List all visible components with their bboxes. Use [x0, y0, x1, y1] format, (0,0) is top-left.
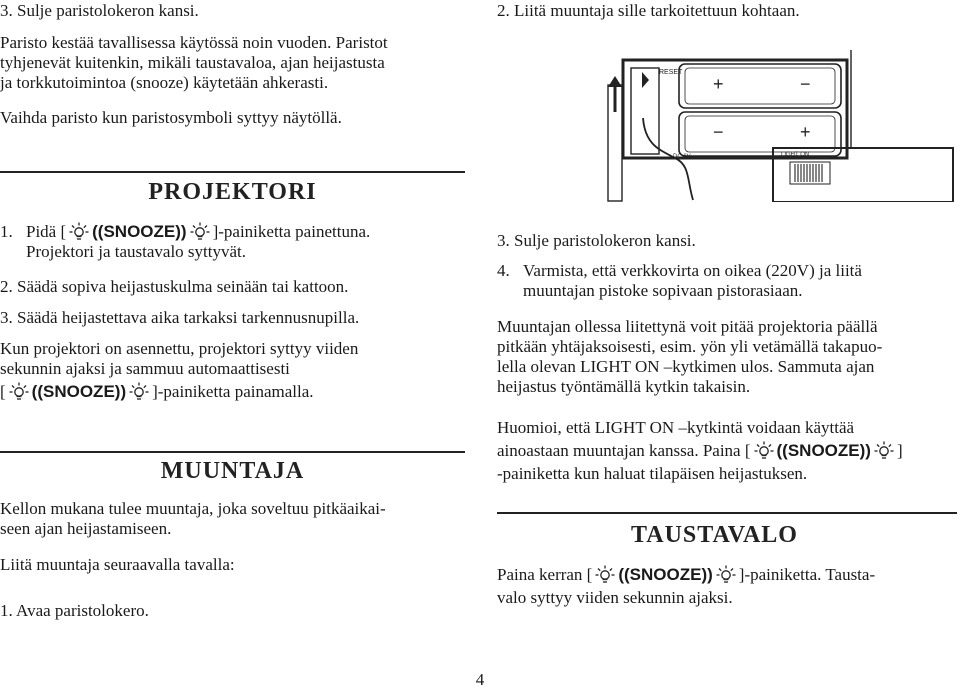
section-divider: [0, 451, 465, 453]
intro-step-3: 3. Sulje paristolokeron kansi.: [0, 1, 199, 20]
light-bulb-icon: [874, 441, 894, 459]
text-line: -painiketta kun haluat tilapäisen heijastuksen.: [497, 464, 808, 483]
snooze-label: ((SNOOZE)): [92, 222, 187, 241]
text-line: seen ajan heijastamiseen.: [0, 519, 172, 538]
light-bulb-icon: [69, 222, 89, 240]
step-1-detail: Projektori ja taustavalo syttyvät.: [26, 242, 247, 261]
muuntaja-connect: Liitä muuntaja seuraavalla tavalla:: [0, 555, 235, 574]
taustavalo-paragraph: [497, 565, 960, 608]
text-fragment: ]-painiketta. Tausta-: [738, 565, 876, 584]
light-bulb-icon: [129, 382, 149, 400]
plus-sign: +: [713, 74, 724, 94]
text-line: Kun projektori on asennettu, projektori syttyy viiden: [0, 339, 359, 358]
step-1-line: [0, 222, 470, 242]
text-line: Paristo kestää tavallisessa käytössä noin vuoden. Paristot: [0, 33, 388, 52]
reset-label: RESET: [659, 69, 683, 76]
text-line: lella olevan LIGHT ON –kytkimen ulos. Sammuta ajan: [497, 357, 875, 376]
text-line: Kellon mukana tulee muuntaja, joka soveltuu pitkäaikai-: [0, 499, 386, 518]
heading-taustavalo: TAUSTAVALO: [631, 522, 798, 548]
heading-muuntaja: MUUNTAJA: [160, 458, 305, 484]
snooze-label: ((SNOOZE)): [618, 565, 713, 584]
vent-grille: [795, 164, 822, 182]
text-line: [0, 382, 470, 402]
light-bulb-icon: [595, 565, 615, 583]
light-bulb-icon: [9, 382, 29, 400]
muuntaja-step-1: 1. Avaa paristolokero.: [0, 601, 149, 620]
light-bulb-icon: [716, 565, 736, 583]
text-fragment: ainoastaan muuntajan kanssa. Paina [: [497, 441, 751, 460]
text-line: pitkään yhtäjaksoisesti, esim. yön yli vetämällä takapuo-: [497, 337, 883, 356]
light-on-paragraph: [497, 317, 960, 397]
muuntaja-paragraph: [0, 499, 470, 539]
section-divider: [497, 512, 957, 514]
snooze-label: ((SNOOZE)): [776, 441, 871, 460]
light-bulb-icon: [754, 441, 774, 459]
right-step-4: [497, 261, 960, 301]
minus-sign: −: [800, 74, 811, 94]
section-divider: [0, 171, 465, 173]
battery-paragraph: [0, 33, 470, 93]
right-step-3: 3. Sulje paristolokeron kansi.: [497, 231, 696, 250]
step-4-line: [497, 261, 960, 281]
text-line: valo syttyy viiden sekunnin ajaksi.: [497, 588, 733, 607]
compartment-frame: [623, 60, 847, 158]
text-line: ja torkkutoimintoa (snooze) käytetään ahkerasti.: [0, 73, 329, 92]
battery-replace-note: Vaihda paristo kun paristosymboli syttyy näytöllä.: [0, 108, 342, 127]
text-line: sekunnin ajaksi ja sammuu automaattisesti: [0, 359, 290, 378]
text-line: heijastus työntämällä kytkin takaisin.: [497, 377, 751, 396]
text-line: [497, 565, 960, 585]
text-line: tyhjenevät kuitenkin, mikäli taustavaloa, ajan heijastusta: [0, 53, 385, 72]
heading-projektori: PROJEKTORI: [148, 179, 317, 205]
projektori-step-2: 2. Säädä sopiva heijastuskulma seinään tai kattoon.: [0, 277, 349, 296]
light-bulb-icon: [190, 222, 210, 240]
projektori-paragraph: [0, 339, 470, 402]
step-text: muuntajan pistoke sopivaan pistorasiaan.: [523, 281, 803, 300]
up-arrow-head: [608, 76, 622, 87]
adapter-only-paragraph: [497, 418, 960, 484]
minus-sign: −: [713, 122, 724, 142]
text-line: Muuntajan ollessa liitettynä voit pitää projektoria päällä: [497, 317, 878, 336]
snooze-label: ((SNOOZE)): [31, 382, 127, 401]
text-fragment: Paina kerran [: [497, 565, 593, 584]
step-number: 4.: [497, 261, 510, 280]
bracket: [: [0, 382, 6, 401]
projektori-step-3: 3. Säädä heijastettava aika tarkaksi tarkennusnupilla.: [0, 308, 360, 327]
light-on-label: LIGHT ON: [781, 152, 810, 158]
battery-compartment-figure: [605, 50, 957, 202]
plus-sign: +: [800, 122, 811, 142]
right-step-2: 2. Liitä muuntaja sille tarkoitettuun kohtaan.: [497, 1, 800, 20]
bracket: ]: [896, 441, 903, 460]
step-text: Pidä [: [26, 222, 67, 241]
dc-label: DC 6V: [673, 154, 691, 160]
page-number: 4: [475, 670, 485, 689]
step-number: 1.: [0, 222, 13, 241]
projektori-step-1: [0, 222, 470, 262]
text-fragment: ]-painiketta painamalla.: [152, 382, 314, 401]
step-text: ]-painiketta painettuna.: [212, 222, 371, 241]
text-line: Huomioi, että LIGHT ON –kytkintä voidaan käyttää: [497, 418, 855, 437]
step-text: Varmista, että verkkovirta on oikea (220V) ja liitä: [523, 261, 862, 280]
text-line: [497, 441, 960, 461]
